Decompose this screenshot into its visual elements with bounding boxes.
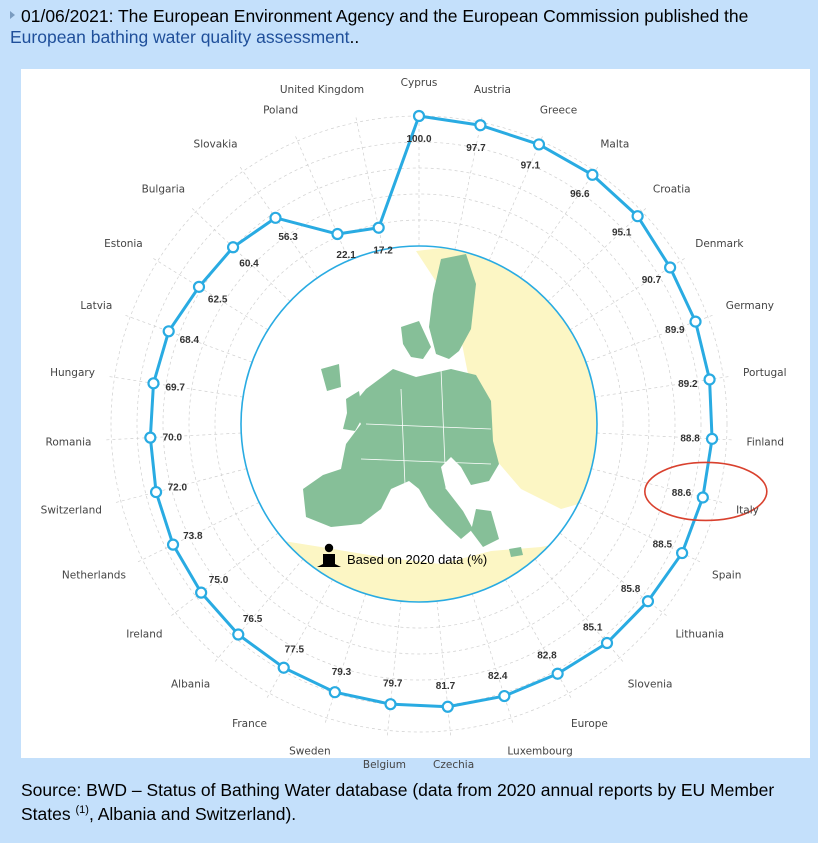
data-point-croatia[interactable] bbox=[633, 211, 643, 221]
value-label: 76.5 bbox=[242, 613, 263, 625]
data-point-cyprus[interactable] bbox=[414, 111, 424, 121]
data-point-europe[interactable] bbox=[553, 669, 563, 679]
value-label: 17.2 bbox=[373, 245, 393, 257]
value-label: 88.6 bbox=[671, 487, 692, 499]
category-label: Switzerland bbox=[40, 504, 102, 517]
europe-map-illustration bbox=[221, 239, 621, 621]
data-point-switzerland[interactable] bbox=[151, 487, 161, 497]
value-label: 89.2 bbox=[678, 378, 698, 390]
data-point-germany[interactable] bbox=[691, 317, 701, 327]
category-label: Portugal bbox=[743, 367, 787, 380]
value-label: 90.7 bbox=[641, 275, 662, 287]
data-point-slovakia[interactable] bbox=[271, 213, 281, 223]
category-label: Albania bbox=[171, 678, 211, 691]
category-label: Ireland bbox=[126, 628, 163, 641]
header-trailing: .. bbox=[349, 27, 360, 47]
category-label: Italy bbox=[736, 504, 759, 517]
grid-spoke bbox=[324, 594, 365, 726]
grid-spoke bbox=[387, 601, 401, 738]
grid-spoke bbox=[455, 114, 483, 249]
value-label: 70.0 bbox=[162, 432, 183, 444]
value-label: 75.0 bbox=[208, 575, 229, 587]
data-point-portugal[interactable] bbox=[705, 374, 715, 384]
data-point-spain[interactable] bbox=[677, 548, 687, 558]
data-point-belgium[interactable] bbox=[386, 699, 396, 709]
data-point-poland[interactable] bbox=[332, 229, 342, 239]
data-point-netherlands[interactable] bbox=[168, 540, 178, 550]
footnote-ref[interactable]: (1) bbox=[75, 804, 89, 816]
category-label: Sweden bbox=[289, 745, 331, 758]
value-label: 62.5 bbox=[207, 294, 228, 306]
data-point-romania[interactable] bbox=[145, 433, 155, 443]
value-label: 56.3 bbox=[278, 231, 298, 243]
grid-spoke bbox=[437, 601, 451, 738]
category-label: Greece bbox=[539, 104, 578, 117]
radar-chart bbox=[21, 69, 810, 772]
value-label: 82.8 bbox=[537, 650, 557, 662]
value-label: 95.1 bbox=[611, 227, 632, 239]
category-label: Europe bbox=[570, 718, 608, 731]
data-point-slovenia[interactable] bbox=[602, 638, 612, 648]
category-label: Finland bbox=[746, 436, 785, 449]
value-label: 88.5 bbox=[652, 539, 673, 551]
header-text: 01/06/2021: The European Environment Agency and the European Commission published the bbox=[21, 6, 749, 26]
data-point-italy[interactable] bbox=[698, 492, 708, 502]
data-point-bulgaria[interactable] bbox=[228, 242, 238, 252]
value-label: 72.0 bbox=[167, 482, 188, 494]
category-label: Cyprus bbox=[400, 77, 438, 89]
grid-spoke bbox=[266, 580, 333, 701]
grid-spoke bbox=[535, 559, 625, 664]
category-label: Denmark bbox=[695, 238, 744, 251]
category-label: Lithuania bbox=[675, 628, 725, 641]
data-point-lithuania[interactable] bbox=[643, 596, 653, 606]
value-label: 88.8 bbox=[680, 433, 700, 445]
source-note bbox=[21, 778, 801, 826]
category-label: Spain bbox=[712, 569, 742, 582]
category-label: Hungary bbox=[50, 367, 95, 380]
value-label: 85.8 bbox=[620, 583, 641, 595]
data-point-czechia[interactable] bbox=[443, 702, 453, 712]
page-header bbox=[10, 6, 800, 48]
value-label: 79.7 bbox=[383, 678, 403, 690]
assessment-link[interactable]: European bathing water quality assessment bbox=[10, 27, 350, 47]
category-label: Germany bbox=[725, 300, 774, 313]
value-label: 100.0 bbox=[406, 134, 432, 145]
value-label: 22.1 bbox=[336, 250, 356, 262]
category-label: United Kingdom bbox=[279, 84, 365, 97]
category-label: France bbox=[232, 718, 268, 731]
data-point-latvia[interactable] bbox=[164, 326, 174, 336]
category-label: Romania bbox=[45, 436, 92, 449]
data-point-sweden[interactable] bbox=[330, 687, 340, 697]
bullet-icon bbox=[10, 11, 15, 19]
category-label: Luxembourg bbox=[507, 745, 573, 758]
data-point-greece[interactable] bbox=[534, 139, 544, 149]
category-label: Belgium bbox=[362, 759, 406, 772]
value-label: 73.8 bbox=[183, 530, 203, 542]
source-text-end: , Albania and Switzerland). bbox=[88, 804, 297, 824]
source-text: Source: BWD – Status of Bathing Water database (data from 2020 annual reports by EU Member States bbox=[21, 780, 775, 824]
grid-spoke bbox=[489, 134, 543, 261]
category-label: Slovakia bbox=[193, 138, 238, 151]
value-label: 68.4 bbox=[179, 334, 200, 346]
value-label: 69.7 bbox=[165, 382, 185, 394]
value-label: 85.1 bbox=[582, 622, 603, 634]
data-note: Based on 2020 data (%) bbox=[347, 552, 488, 567]
data-point-ireland[interactable] bbox=[196, 588, 206, 598]
grid-spoke bbox=[294, 134, 348, 261]
value-label: 97.7 bbox=[466, 142, 486, 154]
value-label: 81.7 bbox=[435, 680, 456, 692]
data-point-malta[interactable] bbox=[587, 170, 597, 180]
data-point-luxembourg[interactable] bbox=[499, 691, 509, 701]
data-point-united-kingdom[interactable] bbox=[374, 223, 384, 233]
value-label: 60.4 bbox=[239, 258, 259, 270]
category-label: Malta bbox=[600, 138, 630, 151]
data-point-france[interactable] bbox=[279, 663, 289, 673]
value-label: 89.9 bbox=[665, 325, 685, 337]
data-point-hungary[interactable] bbox=[148, 378, 158, 388]
category-label: Austria bbox=[473, 84, 511, 97]
category-label: Czechia bbox=[433, 759, 475, 772]
chart-panel bbox=[21, 69, 810, 772]
value-label: 96.6 bbox=[570, 188, 590, 200]
grid-spoke bbox=[472, 594, 513, 726]
value-label: 82.4 bbox=[488, 671, 508, 683]
data-point-estonia[interactable] bbox=[194, 282, 204, 292]
data-point-denmark[interactable] bbox=[665, 262, 675, 272]
value-label: 77.5 bbox=[284, 644, 305, 656]
grid-spoke bbox=[521, 165, 600, 278]
data-point-albania[interactable] bbox=[233, 630, 243, 640]
category-label: Estonia bbox=[104, 238, 143, 251]
data-point-finland[interactable] bbox=[707, 434, 717, 444]
category-label: Latvia bbox=[80, 300, 113, 313]
category-label: Netherlands bbox=[61, 569, 126, 582]
category-label: Bulgaria bbox=[141, 183, 186, 196]
value-label: 79.3 bbox=[331, 667, 352, 679]
category-label: Croatia bbox=[652, 183, 691, 196]
data-point-austria[interactable] bbox=[475, 120, 485, 130]
grid-spoke bbox=[548, 206, 648, 301]
category-label: Poland bbox=[263, 104, 299, 117]
category-label: Slovenia bbox=[627, 678, 673, 691]
value-label: 97.1 bbox=[520, 160, 541, 172]
